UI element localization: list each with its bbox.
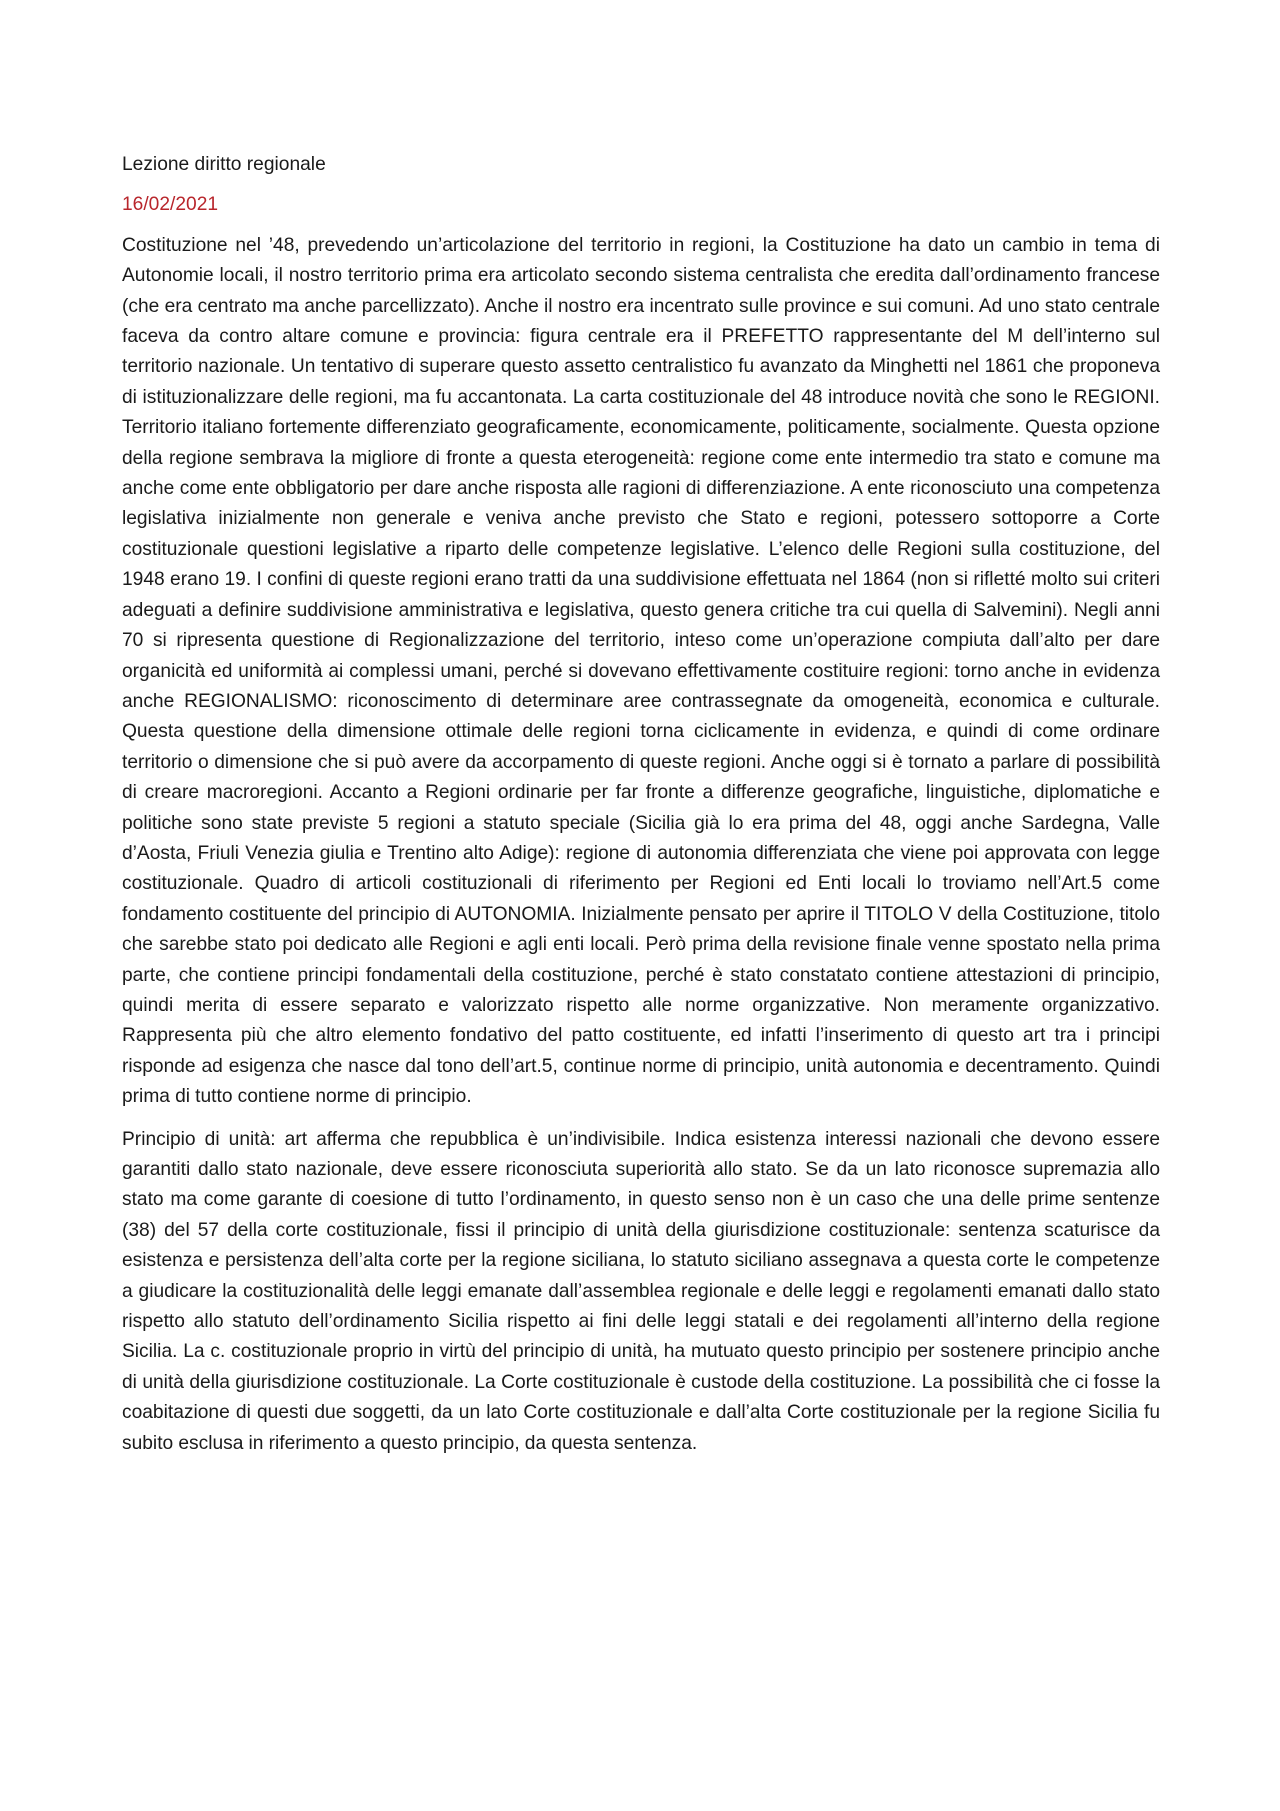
document-title: Lezione diritto regionale: [122, 154, 326, 175]
document-body: [122, 150, 1160, 1471]
paragraph-principio-unita: Principio di unità: art afferma che repubblica è un’indivisibile. Indica esistenza interessi nazionali che devono essere garantiti dallo stato nazionale, deve essere riconosciuta superiorità allo stato. Se da un lato riconosce supremazia allo stato ma come garante di coesione di tutto l’ordinamento, in questo senso non è un caso che una delle prime sentenze (38) del 57 della corte costituzionale, fissi il principio di unità della giurisdizione costituzionale: sentenza scaturisce da esistenza e persistenza dell’alta corte per la regione siciliana, lo statuto siciliano assegnava a questa corte le competenze a giudicare la costituzionalità delle leggi emanate dall’assemblea regionale e delle leggi e regolamenti emanati dallo stato rispetto allo statuto dell’ordinamento Sicilia rispetto ai fini delle leggi statali e dei regolamenti all’interno della regione Sicilia. La c. costituzionale proprio in virtù del principio di unità, ha mutuato questo principio per sostenere principio anche di unità della giurisdizione costituzionale. La Corte costituzionale è custode della costituzione. La possibilità che ci fosse la coabitazione di questi due soggetti, da un lato Corte costituzionale e dall’alta Corte costituzionale per la regione Sicilia fu subito esclusa in riferimento a questo principio, da questa sentenza.: [122, 1128, 1160, 1454]
lesson-date: 16/02/2021: [122, 194, 219, 216]
paragraph-intro: Costituzione nel ’48, prevedendo un’articolazione del territorio in regioni, la Costituzione ha dato un cambio in tema di Autonomie locali, il nostro territorio prima era articolato secondo sistema centralista che eredita dall’ordinamento francese (che era centrato ma anche parcellizzato). Anche il nostro era incentrato sulle province e sui comuni. Ad uno stato centrale faceva da contro altare comune e provincia: figura centrale era il PREFETTO rappresentante del M dell’interno sul territorio nazionale. Un tentativo di superare questo assetto centralistico fu avanzato da Minghetti nel 1861 che proponeva di istituzionalizzare delle regioni, ma fu accantonata. La carta costituzionale del 48 introduce novità che sono le REGIONI. Territorio italiano fortemente differenziato geograficamente, economicamente, politicamente, socialmente. Questa opzione della regione sembrava la migliore di fronte a questa eterogeneità: regione come ente intermedio tra stato e comune ma anche come ente obbligatorio per dare anche risposta alle ragioni di differenziazione. A ente riconosciuto una competenza legislativa inizialmente non generale e veniva anche previsto che Stato e regioni, potessero sottoporre a Corte costituzionale questioni legislative a riparto delle competenze legislative. L’elenco delle Regioni sulla costituzione, del 1948 erano 19. I confini di queste regioni erano tratti da una suddivisione effettuata nel 1864 (non si rifletté molto sui criteri adeguati a definire suddivisione amministrativa e legislativa, questo genera critiche tra cui quella di Salvemini). Negli anni 70 si ripresenta questione di Regionalizzazione del territorio, inteso come un’operazione compiuta dall’alto per dare organicità ed uniformità ai complessi umani, perché si dovevano effettivamente costituire regioni: torno anche in evidenza anche REGIONALISMO: riconoscimento di determinare aree contrassegnate da omogeneità, economica e culturale. Questa questione della dimensione ottimale delle regioni torna ciclicamente in evidenza, e quindi di come ordinare territorio o dimensione che si può avere da accorpamento di queste regioni. Anche oggi si è tornato a parlare di possibilità di creare macroregioni. Accanto a Regioni ordinarie per far fronte a differenze geografiche, linguistiche, diplomatiche e politiche sono state previste 5 regioni a statuto speciale (Sicilia già lo era prima del 48, oggi anche Sardegna, Valle d’Aosta, Friuli Venezia giulia e Trentino alto Adige): regione di autonomia differenziata che viene poi approvata con legge costituzionale. Quadro di articoli costituzionali di riferimento per Regioni ed Enti locali lo troviamo nell’Art.5 come fondamento costituente del principio di AUTONOMIA. Inizialmente pensato per aprire il TITOLO V della Costituzione, titolo che sarebbe stato poi dedicato alle Regioni e agli enti locali. Però prima della revisione finale venne spostato nella prima parte, che contiene principi fondamentali della costituzione, perché è stato constatato contiene attestazioni di principio, quindi merita di essere separato e valorizzato rispetto alle norme organizzative. Non meramente organizzativo. Rappresenta più che altro elemento fondativo del patto costituente, ed infatti l’inserimento di questo art tra i principi risponde ad esigenza che nasce dal tono dell’art.5, continue norme di principio, unità autonomia e decentramento. Quindi prima di tutto contiene norme di principio.: [122, 234, 1160, 1108]
